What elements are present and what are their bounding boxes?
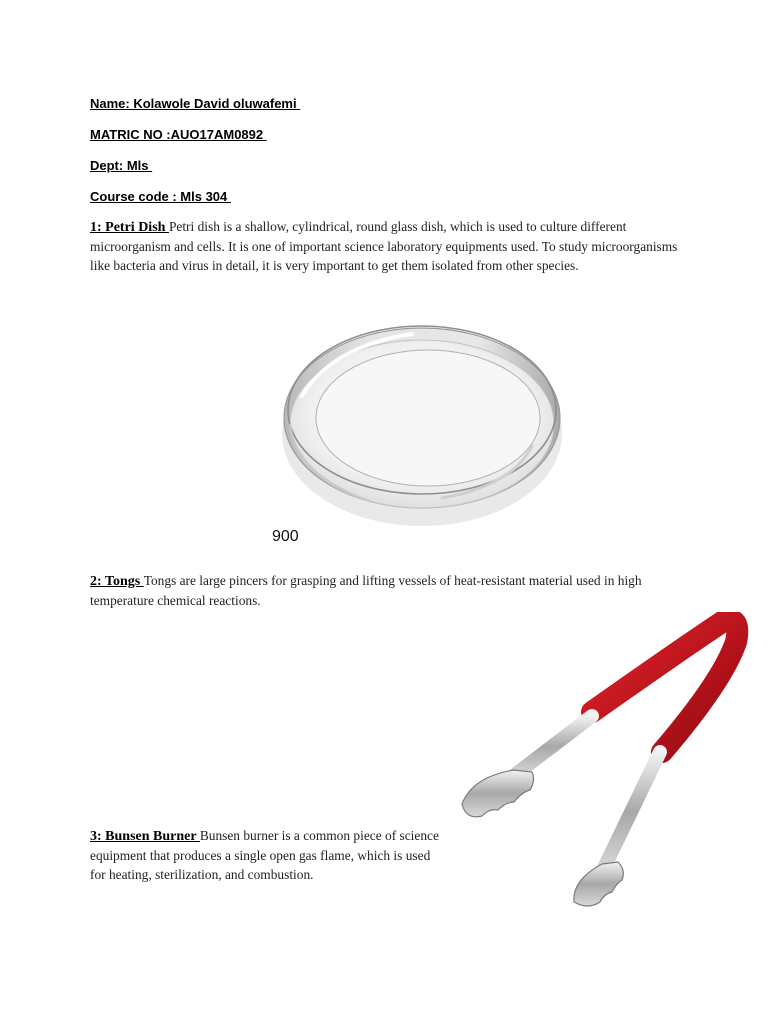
section-bunsen-burner (90, 826, 440, 884)
section-text: Tongs are large pincers for grasping and lifting vessels of heat-resistant material used in high temperature chemical reactions. (90, 573, 642, 608)
department: Dept: Mls (90, 158, 153, 173)
section-heading: 3: Bunsen Burner (90, 829, 200, 844)
section-petri-dish (90, 217, 690, 275)
petri-dish-illustration (262, 306, 582, 538)
section-heading: 1: Petri Dish (90, 220, 169, 235)
student-name: Name: Kolawole David oluwafemi (90, 96, 301, 111)
section-text: Bunsen burner is a common piece of science equipment that produces a single open gas flame, which is used for heating, sterilization, and combustion. (90, 828, 439, 882)
section-text: Petri dish is a shallow, cylindrical, round glass dish, which is used to culture different microorganism and cells. It is one of important science laboratory equipments used. To study microorganisms like bacteria and virus in detail, it is very important to get them isolated from other species. (90, 219, 678, 273)
course-code: Course code : Mls 304 (90, 189, 231, 204)
tongs-illustration (452, 612, 752, 912)
section-tongs (90, 571, 690, 610)
matric-number: MATRIC NO :AUO17AM0892 (90, 127, 267, 142)
section-heading: 2: Tongs (90, 574, 144, 589)
figure-caption: 900 (272, 528, 299, 545)
